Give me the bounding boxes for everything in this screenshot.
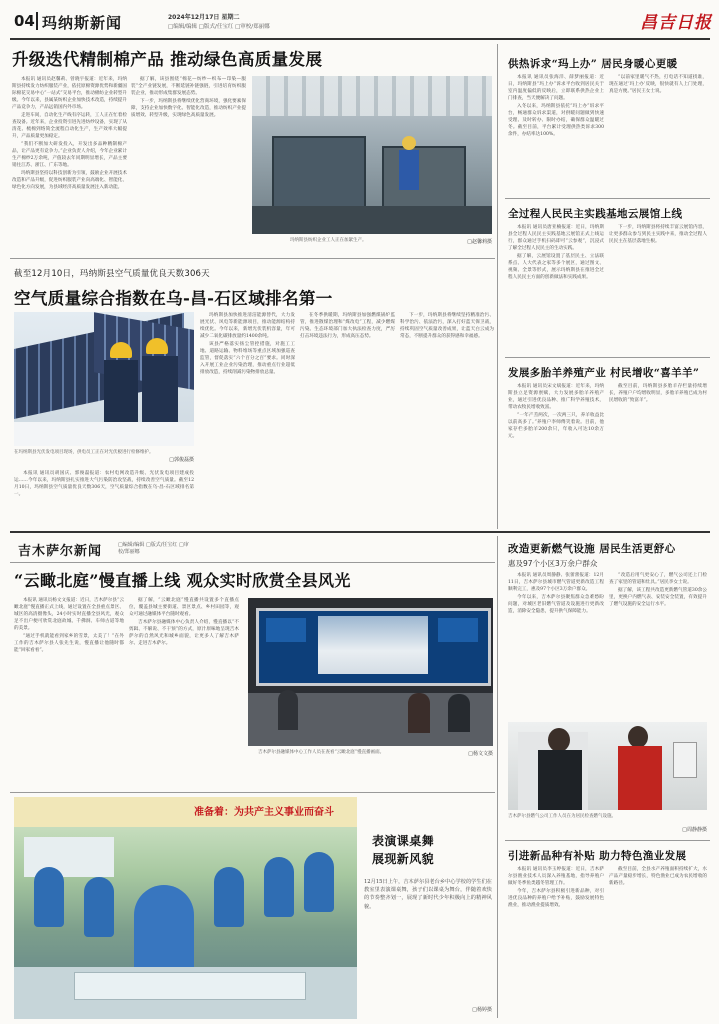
section-title: 玛纳斯新闻 (42, 14, 123, 32)
jimusar-lead-col1 (14, 597, 124, 787)
right2-para: 据了解，云展馆设置了基层民主、立法联系点、人大代表之家等多个展区，通过图文、视频、全景等形式，展示玛纳斯县在推进全过程人民民主方面的创新做法和实践成果。 (508, 253, 604, 281)
right1-body-col2 (609, 74, 707, 194)
right3-para: 本报讯 通讯员宋文斌报道：近年来，玛纳斯县立足资源禀赋，大力发展多胎羊养殖产业，通过引进优良品种、推广科学养殖技术，带动农牧民增收致富。 (508, 384, 604, 411)
air-body-col3 (300, 312, 395, 526)
lead-para: 玛纳斯县坚持以科技创新为引领，鼓励企业开展技术改造和产品升级，促进纺织服装产业向高端化、智能化、绿色化方向发展，为县域经济高质量发展注入新动能。 (12, 170, 127, 190)
lead-body-col2 (131, 76, 246, 248)
classroom-banner: 准备着：为共产主义事业而奋斗 (194, 807, 334, 818)
gas-photo-caption: 吉木萨尔县燃气公司工作人员在为居民检查燃气设施。 (508, 814, 616, 819)
right2-body-col2 (609, 224, 707, 352)
newspaper-logo: 昌吉日报 (640, 13, 712, 33)
jimusar-header-rule (10, 562, 495, 563)
page-number: 04 (14, 12, 35, 30)
air-para: 玛纳斯县加快推进清洁能源替代，大力发展光伏、风电等新能源项目，推动能源结构持续优化。今年以来，新增光伏装机容量，年可减少二氧化碳排放量约1400余吨。 (200, 313, 295, 340)
right2-headline: 全过程人民民主实践基地云展馆上线 (508, 208, 683, 220)
air-photo-caption: 在玛纳斯县光伏发电项目现场，供电员工正在对光伏板进行检修维护。 (14, 450, 154, 455)
lead-headline: 升级迭代精制棉产品 推动绿色高质量发展 (12, 50, 323, 69)
jimusar-lead-credit: □杨文文摄 (468, 751, 493, 757)
lead-para: 下一步，玛纳斯县将继续优化营商环境，强化要素保障，支持企业加快数字化、智能化改造，推动纺织产业提质增效、转型升级，实现绿色高质量发展。 (131, 98, 246, 118)
masthead (0, 0, 719, 40)
right1-headline: 供热诉求“玛上办” 居民身暖心更暖 (508, 58, 678, 70)
gas-body-col1 (508, 572, 604, 718)
jimusar-section-title: 吉木萨尔新闻 (18, 544, 103, 559)
lead-para: “我们不断加大研发投入，开发出多品种精制棉产品，让产品更有竞争力。”企业负责人介绍，今年企业累计生产棉纱2万余吨，产值较去年同期明显增长，产品主要销往江苏、浙江、广东等地。 (12, 141, 127, 169)
editor-line: □编辑/编辑 □版式/任宝红 □审校/郑丽娜 (168, 24, 270, 30)
column-divider (497, 44, 498, 529)
right2-body-col1 (508, 224, 604, 352)
jimusar-lead-col2 (129, 597, 239, 787)
air-body-col1 (14, 470, 194, 526)
gas-para: 今年以来，吉木萨尔县聚焦群众急难愁盼问题，对城区老旧燃气管道及设施进行更新改造，消除安全隐患，提升供气保障能力。 (508, 594, 604, 614)
ritual-body: 12月15日上午，吉木萨尔县老台乡中心学校的学生们在教室里表演课桌舞，孩子们以课桌为舞台，伴随着欢快的节奏整齐划一，展现了新时代少年积极向上的精神风貌。 (364, 879, 492, 910)
solar-panel-photo (14, 312, 194, 446)
issue-date: 2024年12月17日 星期二 (168, 14, 240, 21)
right3-body-col1 (508, 383, 604, 523)
right3-para: “一年产羔两次，一次两三只，养羊收益比以前高多了。”养殖户李师傅笑着说。目前，他家存栏多胎羊200余只，年收入可达10余万元。 (508, 412, 604, 440)
lead-para: 走进车间，自动化生产线有序运转，工人正在忙着检查设备。近年来，企业投资引进先进纺纱设备，实现了从清花、梳棉到络筒全流程自动化生产，生产效率大幅提升，产品质量更加稳定。 (12, 112, 127, 140)
air-photo-credit: □郭俊磊摄 (169, 457, 194, 463)
jimusar-top-rule (10, 531, 710, 533)
lead-photo-caption: 玛纳斯县纺织企业工人正在加紧生产。 (290, 238, 367, 243)
air-body-col2 (200, 312, 295, 526)
ritual-headline-1: 表演课桌舞 (372, 834, 435, 848)
air-para: 本报讯 通讯员胡国庆、郭俊磊报道：农村电网改造升级、光伏发电项目建成投运……今年以来，玛纳斯县扎实推进大气污染防治攻坚战，持续改善空气质量。截至12月10日，玛纳斯县空气质量优良天数306天，空气质量综合指数在乌-昌-石区域排名第一。 (14, 471, 194, 498)
jimusar-lead-headline: “云瞰北庭”慢直播上线 观众实时欣赏全县风光 (14, 571, 351, 590)
air-para: 下一步，玛纳斯县将继续坚持精准治污、科学治污、依法治污，深入打好蓝天保卫战，持续巩固空气质量改善成果，让蓝天白云成为常态，不断提升群众的获得感和幸福感。 (400, 313, 494, 340)
right3-para: 截至目前，玛纳斯县多胎羊存栏量持续增长，养殖户户均增收明显，多胎羊养殖已成为村民增收的“致富羊”。 (609, 384, 707, 404)
fish-headline: 引进新品种有补贴 助力特色渔业发展 (508, 850, 687, 862)
jimusar-divider-2 (10, 792, 495, 793)
section-divider (10, 258, 495, 259)
classroom-photo (14, 797, 357, 1019)
air-para: 该县严格落实扬尘管控措施，对施工工地、道路运输、物料堆场等重点区域加强巡查监管，督促落实“六个百分之百”要求。同时深入开展工业企业污染治理，推动重点行业超低排放改造，持续削减污染物排放总量。 (200, 341, 295, 376)
jimusar-column-divider (497, 536, 498, 1018)
fish-para: 今年，吉木萨尔县积极引进新品种，对引进优良品种的养殖户给予补贴，鼓励发展特色渔业，推动渔业提质增效。 (508, 888, 604, 908)
air-headline: 空气质量综合指数在乌-昌-石区域排名第一 (14, 289, 333, 308)
lead-para: 据了解，该县围绕“棉花—纺纱—织布—印染—服装”全产业链发展，不断延链补链强链，引进培育纺织服装企业，推动形成集群发展态势。 (131, 77, 246, 97)
fish-para: 截至目前，全县水产养殖面积持续扩大，水产品产量稳步增长，特色渔业已成为农民增收的新路径。 (609, 867, 707, 887)
right-divider-2 (505, 357, 710, 358)
jimusar-lead-para: 本报讯 通讯员杨文文报道：近日，吉木萨尔县“云瞰北庭”慢直播正式上线，通过设置在全县重点景区、城区的高清摄像头，24小时实时直播全县风光，观众足不出户便可欣赏北庭故城、千佛洞、车师古道等地的美景。 (14, 598, 124, 632)
gas-body-col2 (609, 572, 707, 718)
jimusar-lead-para: “通过手机就能看到家乡的雪景，太美了！”在外工作的吉木萨尔县人张先生说，慢直播让他随时都能“回家看看”。 (14, 633, 124, 654)
right1-para: 入冬以来，玛纳斯县依托“玛上办”诉求平台，畅通群众诉求渠道，对供暖问题做到快速受理、及时转办、限时办结，确保群众温暖过冬。截至目前，平台累计受理供热类诉求300余件，办结率达100%。 (508, 103, 604, 138)
lead-body-col1 (12, 76, 127, 248)
masthead-divider-mark (36, 12, 38, 30)
gas-photo-credit: □周静静摄 (682, 827, 707, 833)
gas-subtitle: 惠及97个小区3万余户群众 (508, 559, 598, 568)
right2-para: 本报讯 通讯员唐亚楠报道：近日，玛纳斯县全过程人民民主实践基地云展馆正式上线运行，群众通过手机扫码即可“云参观”，沉浸式了解全过程人民民主的生动实践。 (508, 225, 604, 252)
fish-body-col1 (508, 866, 604, 1016)
jimusar-editor-line: □编辑/编辑 □版式/任宝红 □审校/郑丽娜 (118, 542, 189, 555)
right3-headline: 发展多胎羊养殖产业 村民增收“喜羊羊” (508, 367, 700, 379)
right-divider-3 (505, 840, 710, 841)
right-divider-1 (505, 198, 710, 199)
right1-body-col1 (508, 74, 604, 194)
gas-para: “改造后用气更安心了，燃气公司还上门检查了家里的管道和灶具。”居民李女士说。 (609, 573, 707, 586)
lead-photo-credit: □赵馨莉摄 (467, 239, 492, 245)
jimusar-lead-caption: 吉木萨尔县融媒体中心工作人员在查看“云瞰北庭”慢直播画面。 (258, 750, 385, 755)
right1-para: 本报讯 通讯员张海洋、薛梦丽报道：近日，玛纳斯县“玛上办”诉求平台收到居民关于室内温度偏低的反映后，立即联系供热企业上门排查，当天便解决了问题。 (508, 75, 604, 102)
fish-body-col2 (609, 866, 707, 1016)
ritual-headline-2: 展现新风貌 (372, 852, 435, 866)
lead-para: 本报讯 通讯员赵馨莉、曾晓宇报道：近年来，玛纳斯县持续发力纺织服装产业，依托原棉资源优势和新疆国际棉花交易中心“一站式”交易平台，推动棉纺企业转型升级。今年以来，县属某纺织企业加快技术改造，持续提升产品竞争力，产品远销国内外市场。 (12, 77, 127, 111)
gas-inspection-photo (508, 722, 707, 810)
gas-para: 据了解，该工程共改造更新燃气管道30余公里，更换户内燃气表、安装安全装置，有效提升了燃气设施的安全运行水平。 (609, 587, 707, 607)
ritual-credit: □杨婷摄 (472, 1007, 492, 1013)
right3-body-col2 (609, 383, 707, 523)
air-para: 在冬季供暖期，玛纳斯县加强燃煤锅炉监管，推进散煤治理和“煤改电”工程，减少燃煤污染。生态环境部门加大执法检查力度，严厉打击环境违法行为，形成高压态势。 (300, 313, 395, 340)
masthead-rule (10, 38, 710, 40)
jimusar-lead-para: 据了解，“云瞰北庭”慢直播共设置多个直播点位，覆盖县城主要街道、景区景点、乡村田园等，观众可通过融媒体平台随时观看。 (129, 598, 239, 618)
air-kicker: 截至12月10日，玛纳斯县空气质量优良天数306天 (14, 269, 210, 279)
gas-headline: 改造更新燃气设施 居民生活更舒心 (508, 543, 676, 555)
gas-para: 本报讯 通讯员周静静、张蕾蕾报道：12月11日，吉木萨尔县城市燃气管道更新改造工程顺利完工，惠及97个小区3万余户群众。 (508, 573, 604, 593)
livestream-photo (248, 598, 493, 746)
jimusar-lead-para: 吉木萨尔县融媒体中心负责人介绍，慢直播以“不剪辑、不解说、不干预”的方式，原汁原味地呈现吉木萨尔的自然风光和城乡面貌，让更多人了解吉木萨尔、走进吉木萨尔。 (129, 619, 239, 647)
air-body-col4 (400, 312, 494, 526)
right2-para: 下一步，玛纳斯县将持续丰富云展馆内容，让更多群众参与到民主实践中来，推动全过程人民民主在基层落地生根。 (609, 225, 707, 245)
fish-para: 本报讯 通讯员李玉婷报道：近日，吉木萨尔县渔业技术人员深入养殖基地，指导养殖户做好冬季鱼类越冬管理工作。 (508, 867, 604, 887)
textile-factory-photo (252, 76, 492, 234)
right1-para: “以前家里暖气不热，打电话不知道找谁，现在通过‘玛上办’反映，很快就有人上门处理，真是方便。”居民王女士说。 (609, 75, 707, 95)
